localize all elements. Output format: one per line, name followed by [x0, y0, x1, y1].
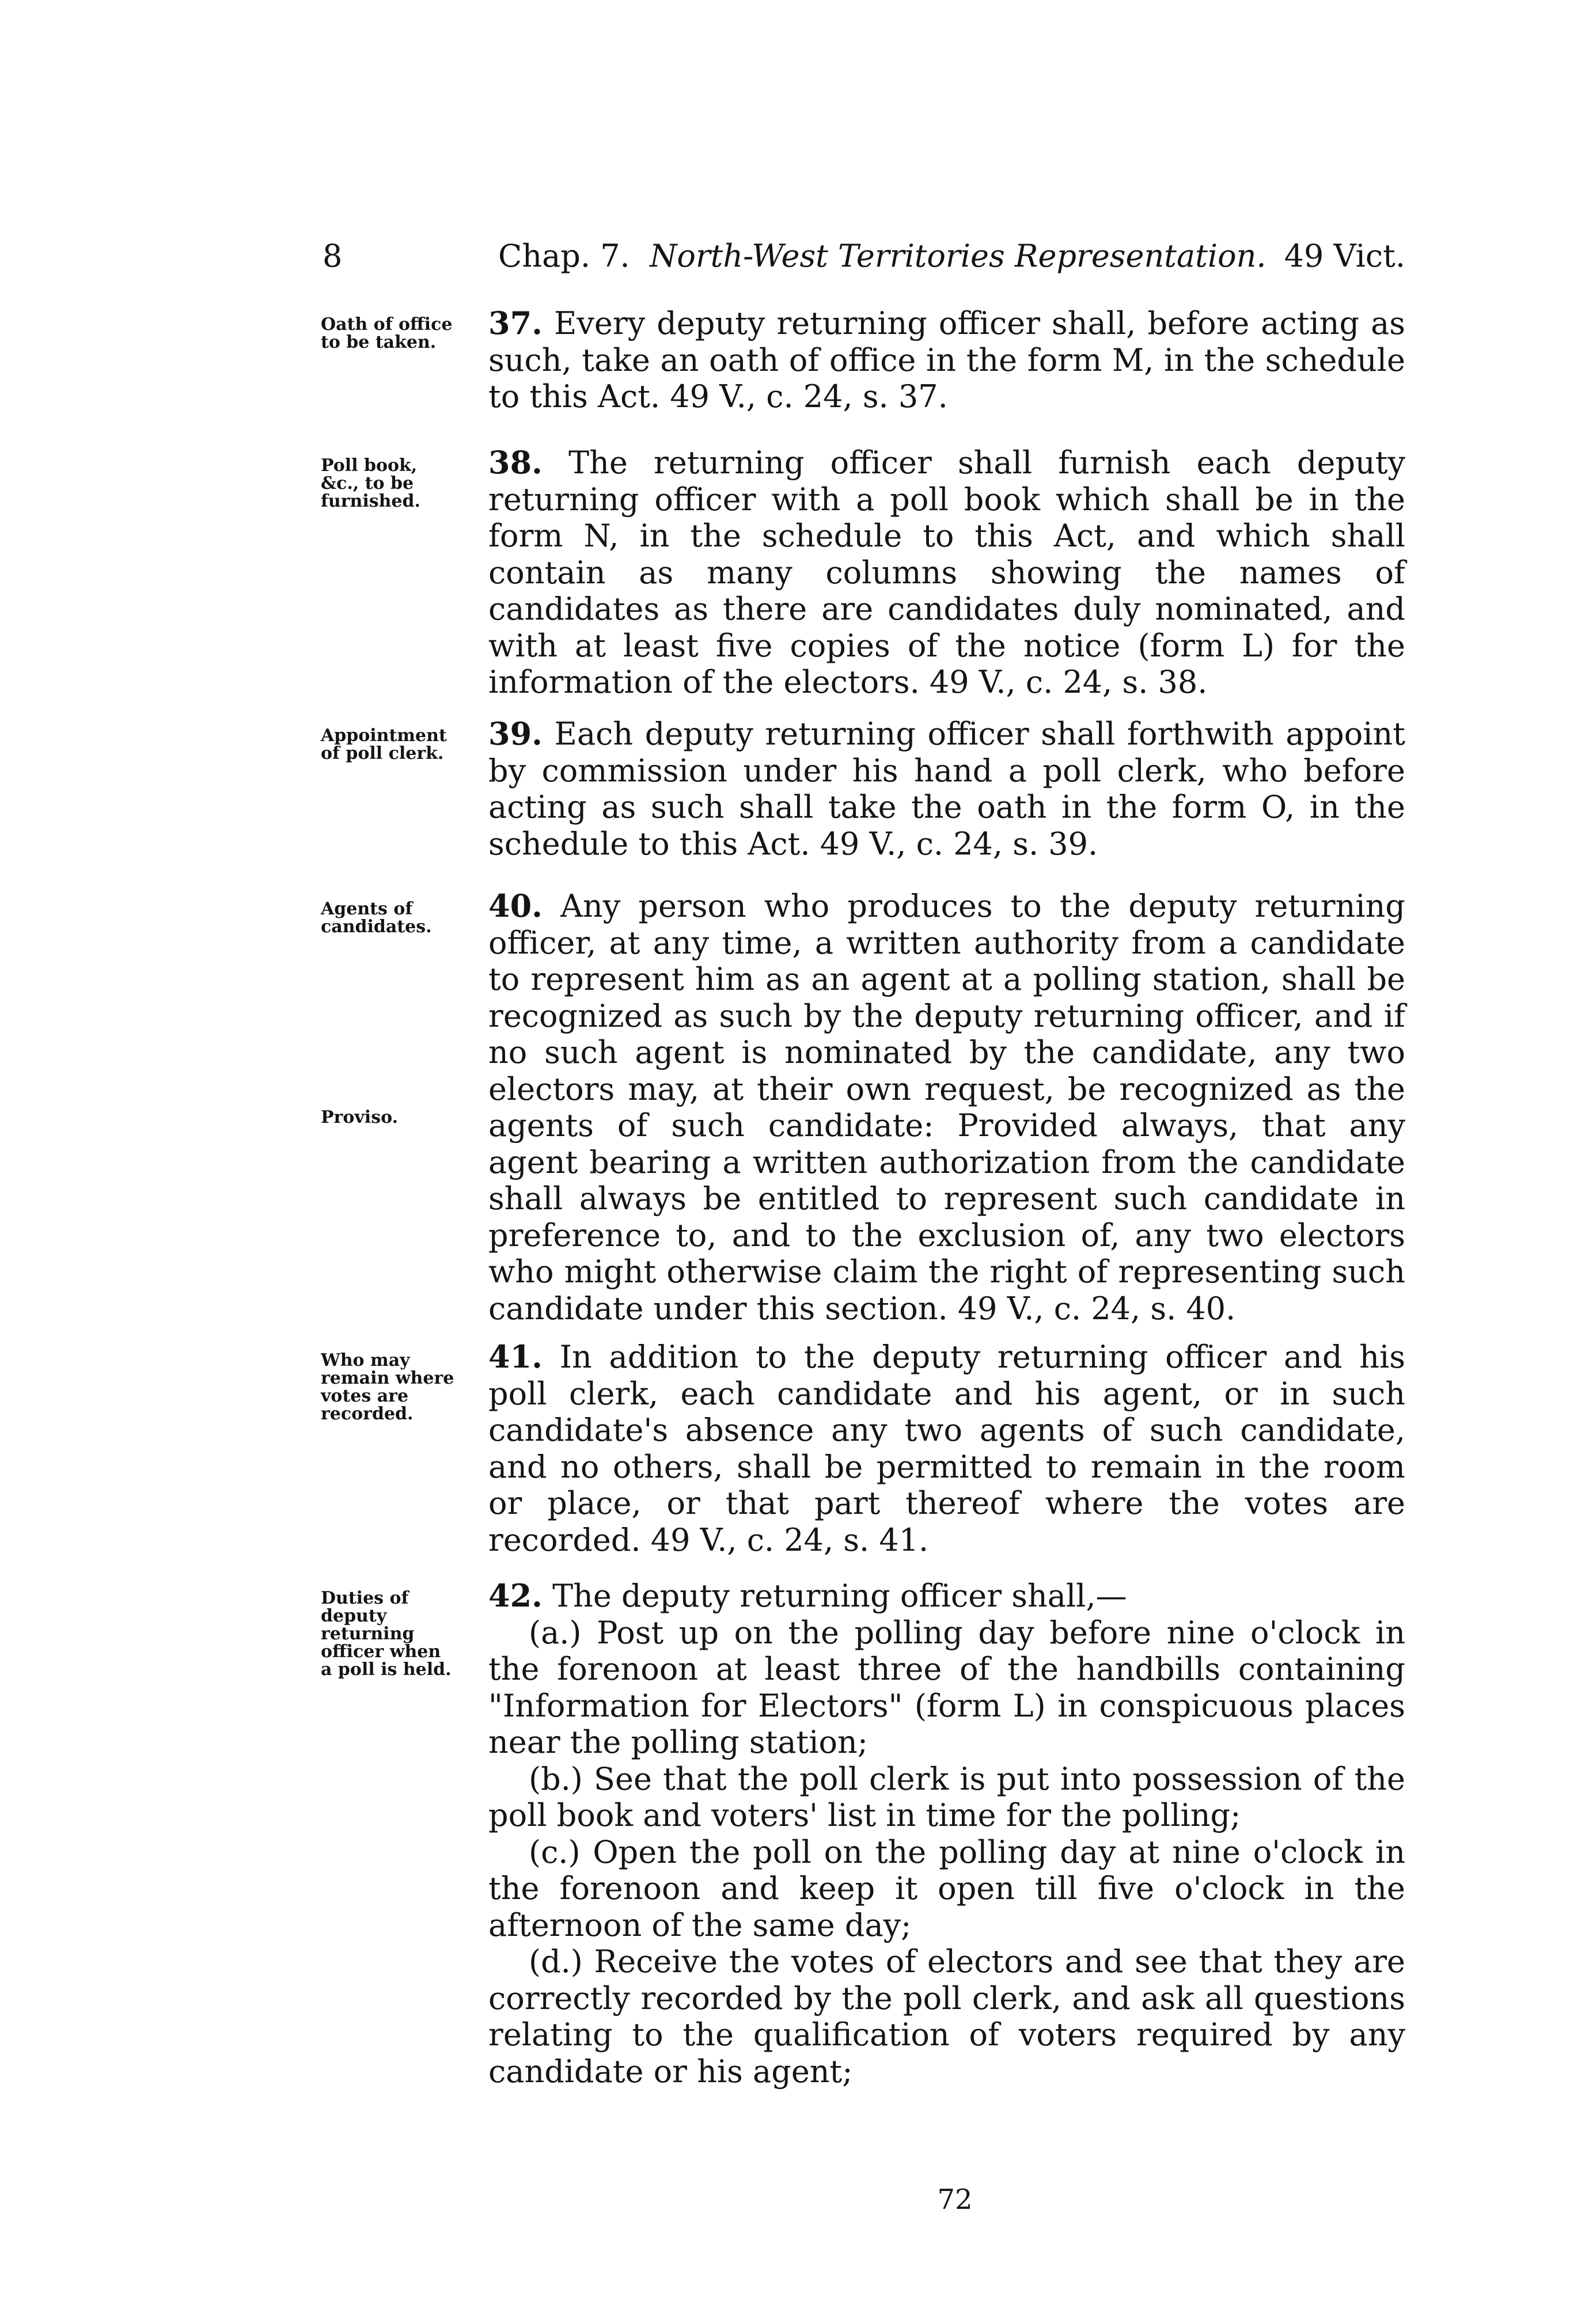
section-number: 38.: [488, 444, 543, 481]
section-37: [488, 305, 1405, 415]
chapter-label: Chap. 7.: [498, 238, 630, 274]
margin-note-39: Appointment of poll clerk.: [321, 726, 447, 764]
regnal-year: 49 Vict.: [1284, 238, 1405, 274]
section-40: [488, 888, 1405, 1327]
clause-c: (c.) Open the poll on the polling day at nine o'clock in the forenoon and keep it open till five o'clock in the afternoon of the same day;: [488, 1833, 1405, 1943]
section-41: [488, 1339, 1405, 1558]
margin-note-37: Oath of office to be taken.: [321, 314, 453, 352]
section-text: The returning officer shall furnish each deputy returning officer with a poll book which shall be in the form N, in the schedule to this Act, and which shall contain as many columns showing the names of candidates as there are candidates duly nominated, and with at least five copies of the notice (form L) for the information of the electors. 49 V., c. 24, s. 38.: [488, 445, 1405, 700]
section-text: Each deputy returning officer shall forthwith appoint by commission under his hand a poll clerk, who before acting as such shall take the oath in the form O, in the schedule to this Act. 49 V., c. 24, s. 39.: [488, 716, 1405, 862]
section-38: [488, 445, 1405, 701]
clause-d: (d.) Receive the votes of electors and see that they are correctly recorded by the poll clerk, and ask all questions relating to the qualification of voters required by any candidate or his agent;: [488, 1943, 1405, 2090]
margin-note-proviso: Proviso.: [321, 1107, 399, 1127]
section-number: 37.: [488, 305, 543, 341]
margin-note-41: Who may remain where votes are recorded.: [321, 1350, 454, 1424]
section-number: 39.: [488, 715, 543, 752]
margin-note-42: Duties of deputy returning officer when a poll is held.: [321, 1588, 452, 1680]
section-42: [488, 1578, 1405, 2090]
section-number: 41.: [488, 1338, 543, 1375]
page-header: [323, 233, 1405, 279]
section-number: 40.: [488, 887, 543, 924]
section-39: [488, 716, 1405, 862]
running-head: [498, 233, 1266, 279]
page-number: 8: [323, 238, 343, 274]
section-text: In addition to the deputy returning officer and his poll clerk, each candidate and his agent, or in such candidate's absence any two agents of such candidate, and no others, shall be permitted to remain in the room or place, or that part thereof where the votes are recorded. 49 V., c. 24, s. 41.: [488, 1339, 1405, 1558]
section-text: Every deputy returning officer shall, before acting as such, take an oath of office in the form M, in the schedule to this Act. 49 V., c. 24, s. 37.: [488, 305, 1405, 415]
section-text: Any person who produces to the deputy returning officer, at any time, a written authority from a candidate to represent him as an agent at a polling station, shall be recognized as such by the deputy returning officer, and if no such agent is nominated by the candidate, any two electors may, at their own request, be recognized as the agents of such candidate: Provided always, that any agent bearing a written authorization from the candidate shall always be entitled to represent such candidate in preference to, and to the exclusion of, any two electors who might otherwise claim the right of representing such candidate under this section. 49 V., c. 24, s. 40.: [488, 888, 1405, 1327]
clause-a: (a.) Post up on the polling day before nine o'clock in the forenoon at least three of the handbills containing "Information for Electors" (form L) in conspicuous places near the polling station;: [488, 1614, 1405, 1760]
clause-b: (b.) See that the poll clerk is put into possession of the poll book and voters' list in time for the polling;: [488, 1760, 1405, 1833]
margin-note-40: Agents of candidates.: [321, 899, 432, 937]
running-title: North-West Territories Representation.: [650, 238, 1266, 274]
margin-note-38: Poll book, &c., to be furnished.: [321, 455, 420, 511]
section-text: The deputy returning officer shall,—: [552, 1578, 1127, 1614]
signature-mark: 72: [937, 2184, 973, 2216]
section-number: 42.: [488, 1577, 543, 1614]
